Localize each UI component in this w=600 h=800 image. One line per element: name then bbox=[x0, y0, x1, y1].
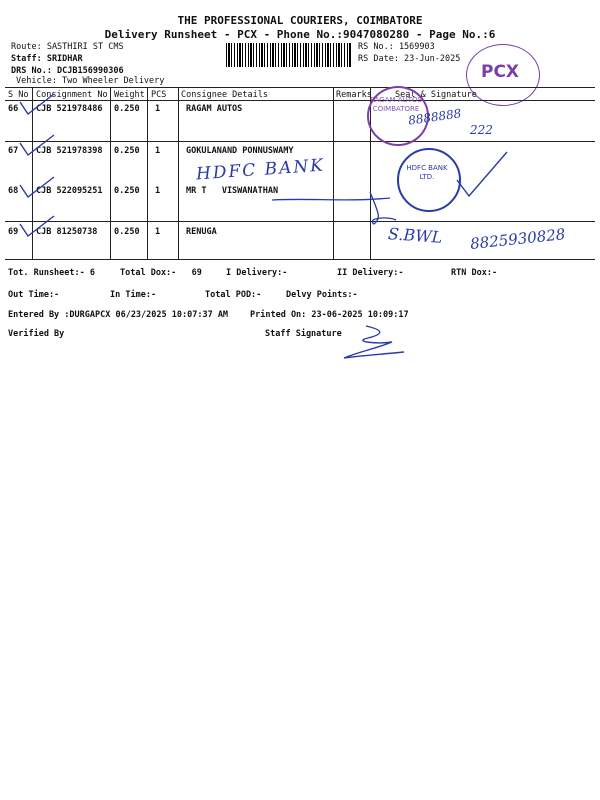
handwritten-bank: HDFC BANK bbox=[195, 155, 326, 185]
row-weight: 0.250 bbox=[114, 104, 140, 114]
hdfc-stamp-text: HDFC BANK LTD. bbox=[406, 164, 448, 181]
staff-signature-scribble-icon bbox=[338, 322, 408, 362]
total-dox: Total Dox:- 69 bbox=[120, 268, 202, 278]
col-divider bbox=[178, 87, 179, 259]
row-weight: 0.250 bbox=[114, 146, 140, 156]
check-mark-icon bbox=[18, 214, 58, 240]
i-delivery: I Delivery:- bbox=[226, 268, 288, 278]
handwritten-name: S.BWL bbox=[387, 224, 443, 247]
staff-label: Staff: SRIDHAR bbox=[11, 54, 83, 64]
route-label: Route: SASTHIRI ST CMS bbox=[11, 42, 124, 52]
rs-date: RS Date: 23-Jun-2025 bbox=[358, 54, 461, 64]
col-header-consignee: Consignee Details bbox=[181, 90, 268, 100]
row-pcs: 1 bbox=[155, 146, 161, 156]
ragam-stamp-text: RAGAM AUTOS COIMBATORE bbox=[370, 96, 422, 113]
barcode bbox=[226, 43, 351, 67]
col-header-remarks: Remarks bbox=[336, 90, 372, 100]
rs-number: RS No.: 1569903 bbox=[358, 42, 435, 52]
col-header-pcs: PCS bbox=[151, 90, 167, 100]
printed-on: Printed On: 23-06-2025 10:09:17 bbox=[250, 310, 409, 320]
handwritten-phone: 8825930828 bbox=[469, 225, 567, 253]
col-header-sno: S No bbox=[8, 90, 29, 100]
ii-delivery: II Delivery:- bbox=[337, 268, 404, 278]
row-weight: 0.250 bbox=[114, 227, 140, 237]
row-consignment: CJB 81250738 bbox=[36, 227, 98, 237]
rtn-dox: RTN Dox:- bbox=[451, 268, 498, 278]
table-header-line bbox=[5, 100, 595, 101]
col-divider bbox=[110, 87, 111, 259]
total-pod: Total POD:- bbox=[205, 290, 262, 300]
handwritten-phone: 8888888 bbox=[407, 106, 463, 128]
row-consignment: CJB 521978486 bbox=[36, 104, 103, 114]
delvy-points: Delvy Points:- bbox=[286, 290, 358, 300]
row-consignee: RENUGA bbox=[186, 227, 217, 237]
row-weight: 0.250 bbox=[114, 186, 140, 196]
drs-number: DRS No.: DCJB156990306 bbox=[11, 66, 124, 76]
row-consignee: MR T VISWANATHAN bbox=[186, 186, 279, 196]
row-consignee: GOKULANAND PONNUSWAMY bbox=[186, 146, 294, 156]
handwritten-arrow-icon bbox=[270, 188, 400, 228]
col-header-seal: Seal & Signature bbox=[395, 90, 477, 100]
pcx-stamp-text: PCX bbox=[481, 62, 520, 82]
row-pcs: 1 bbox=[155, 186, 161, 196]
col-header-consignment: Consignment No bbox=[36, 90, 108, 100]
entered-by: Entered By :DURGAPCX 06/23/2025 10:07:37 AM bbox=[8, 310, 229, 320]
col-divider bbox=[147, 87, 148, 259]
verified-by: Verified By bbox=[8, 329, 65, 339]
check-mark-icon bbox=[18, 133, 58, 159]
row-consignment: CJB 521978398 bbox=[36, 146, 103, 156]
row-consignment: CJB 522095251 bbox=[36, 186, 103, 196]
tot-runsheet: Tot. Runsheet:- 6 bbox=[8, 268, 95, 278]
company-title: THE PROFESSIONAL COURIERS, COIMBATORE bbox=[177, 14, 423, 27]
staff-signature-label: Staff Signature bbox=[265, 329, 342, 339]
row-sno: 67 bbox=[8, 146, 19, 156]
row-sno: 68 bbox=[8, 186, 19, 196]
table-bottom-line bbox=[5, 259, 595, 260]
row-consignee: RAGAM AUTOS bbox=[186, 104, 243, 114]
handwritten-note: 222 bbox=[470, 123, 493, 137]
row-sno: 66 bbox=[8, 104, 19, 114]
in-time: In Time:- bbox=[110, 290, 157, 300]
vehicle-label: Vehicle: Two Wheeler Delivery bbox=[16, 76, 165, 86]
check-mark-icon bbox=[18, 92, 58, 118]
row-sno: 69 bbox=[8, 227, 19, 237]
row-pcs: 1 bbox=[155, 227, 161, 237]
row-separator bbox=[5, 141, 595, 142]
check-mark-icon bbox=[18, 175, 58, 201]
out-time: Out Time:- bbox=[8, 290, 60, 300]
table-top-line bbox=[5, 87, 595, 88]
runsheet-title: Delivery Runsheet - PCX - Phone No.:9047080280 - Page No.:6 bbox=[104, 28, 496, 41]
col-header-weight: Weight bbox=[114, 90, 145, 100]
col-divider bbox=[333, 87, 334, 259]
row-pcs: 1 bbox=[155, 104, 161, 114]
handwritten-check-icon bbox=[455, 150, 510, 200]
